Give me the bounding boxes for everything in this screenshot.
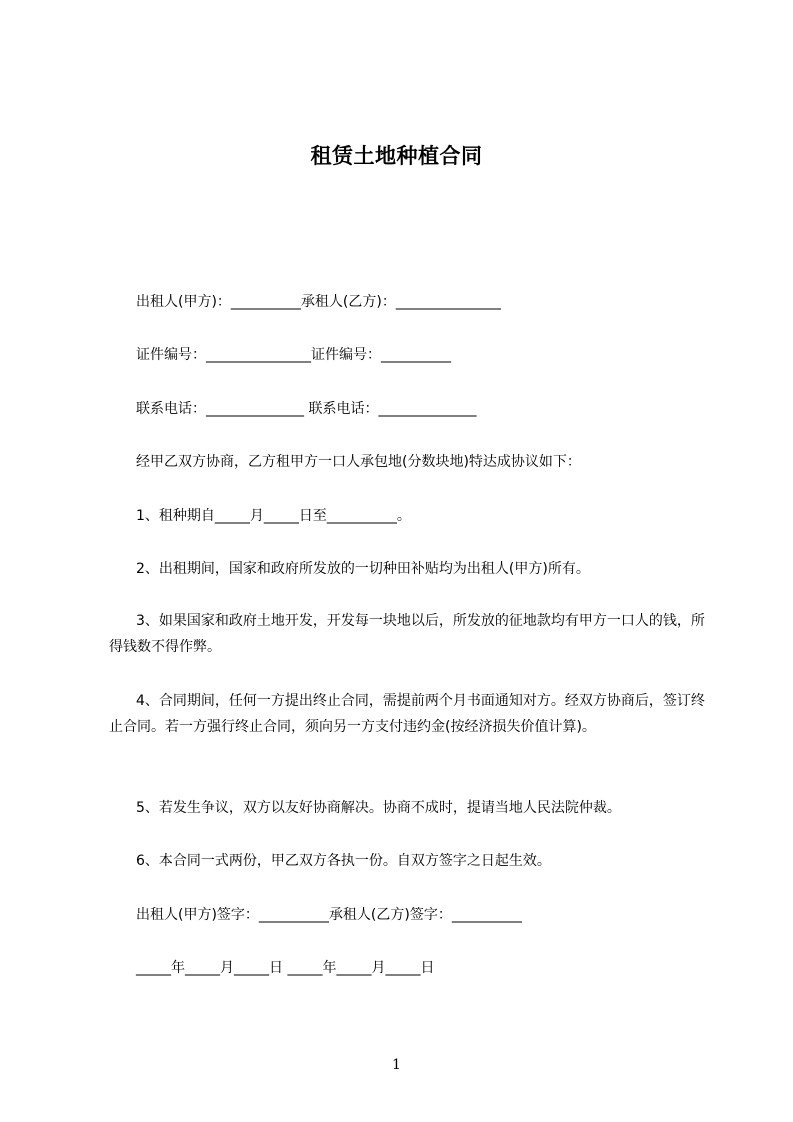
- id-number-line: 证件编号：_______________证件编号：__________: [136, 347, 451, 363]
- page-number: 1: [392, 1057, 401, 1073]
- party-names-line: 出租人(甲方)：__________承租人(乙方)：_______________: [136, 294, 501, 310]
- clause-6: 6、本合同一式两份，甲乙双方各执一份。自双方签字之日起生效。: [136, 853, 551, 869]
- clause-4: 4、合同期间，任何一方提出终止合同，需提前两个月书面通知对方。经双方协商后，签订终止合同。若一方强行终止合同，须向另一方支付违约金(按经济损失价值计算)。: [109, 693, 705, 735]
- clause-1: 1、租种期自_____月_____日至__________。: [136, 508, 411, 524]
- clause-5: 5、若发生争议，双方以友好协商解决。协商不成时，提请当地人民法院仲裁。: [136, 800, 621, 816]
- phone-number-line: 联系电话：______________ 联系电话：______________: [136, 401, 477, 417]
- clause-2: 2、出租期间，国家和政府所发放的一切种田补贴均为出租人(甲方)所有。: [136, 561, 590, 577]
- agreement-intro: 经甲乙双方协商，乙方租甲方一口人承包地(分数块地)特达成协议如下：: [136, 454, 581, 470]
- document-title: 租赁土地种植合同: [310, 144, 483, 168]
- clause-3: 3、如果国家和政府土地开发，开发每一块地以后，所发放的征地款均有甲方一口人的钱，所得钱数不得作弊。: [109, 613, 705, 655]
- date-line: _____年_____月_____日 _____年_____月_____日: [136, 960, 435, 976]
- signature-line: 出租人(甲方)签字：__________承租人(乙方)签字：__________: [136, 907, 522, 923]
